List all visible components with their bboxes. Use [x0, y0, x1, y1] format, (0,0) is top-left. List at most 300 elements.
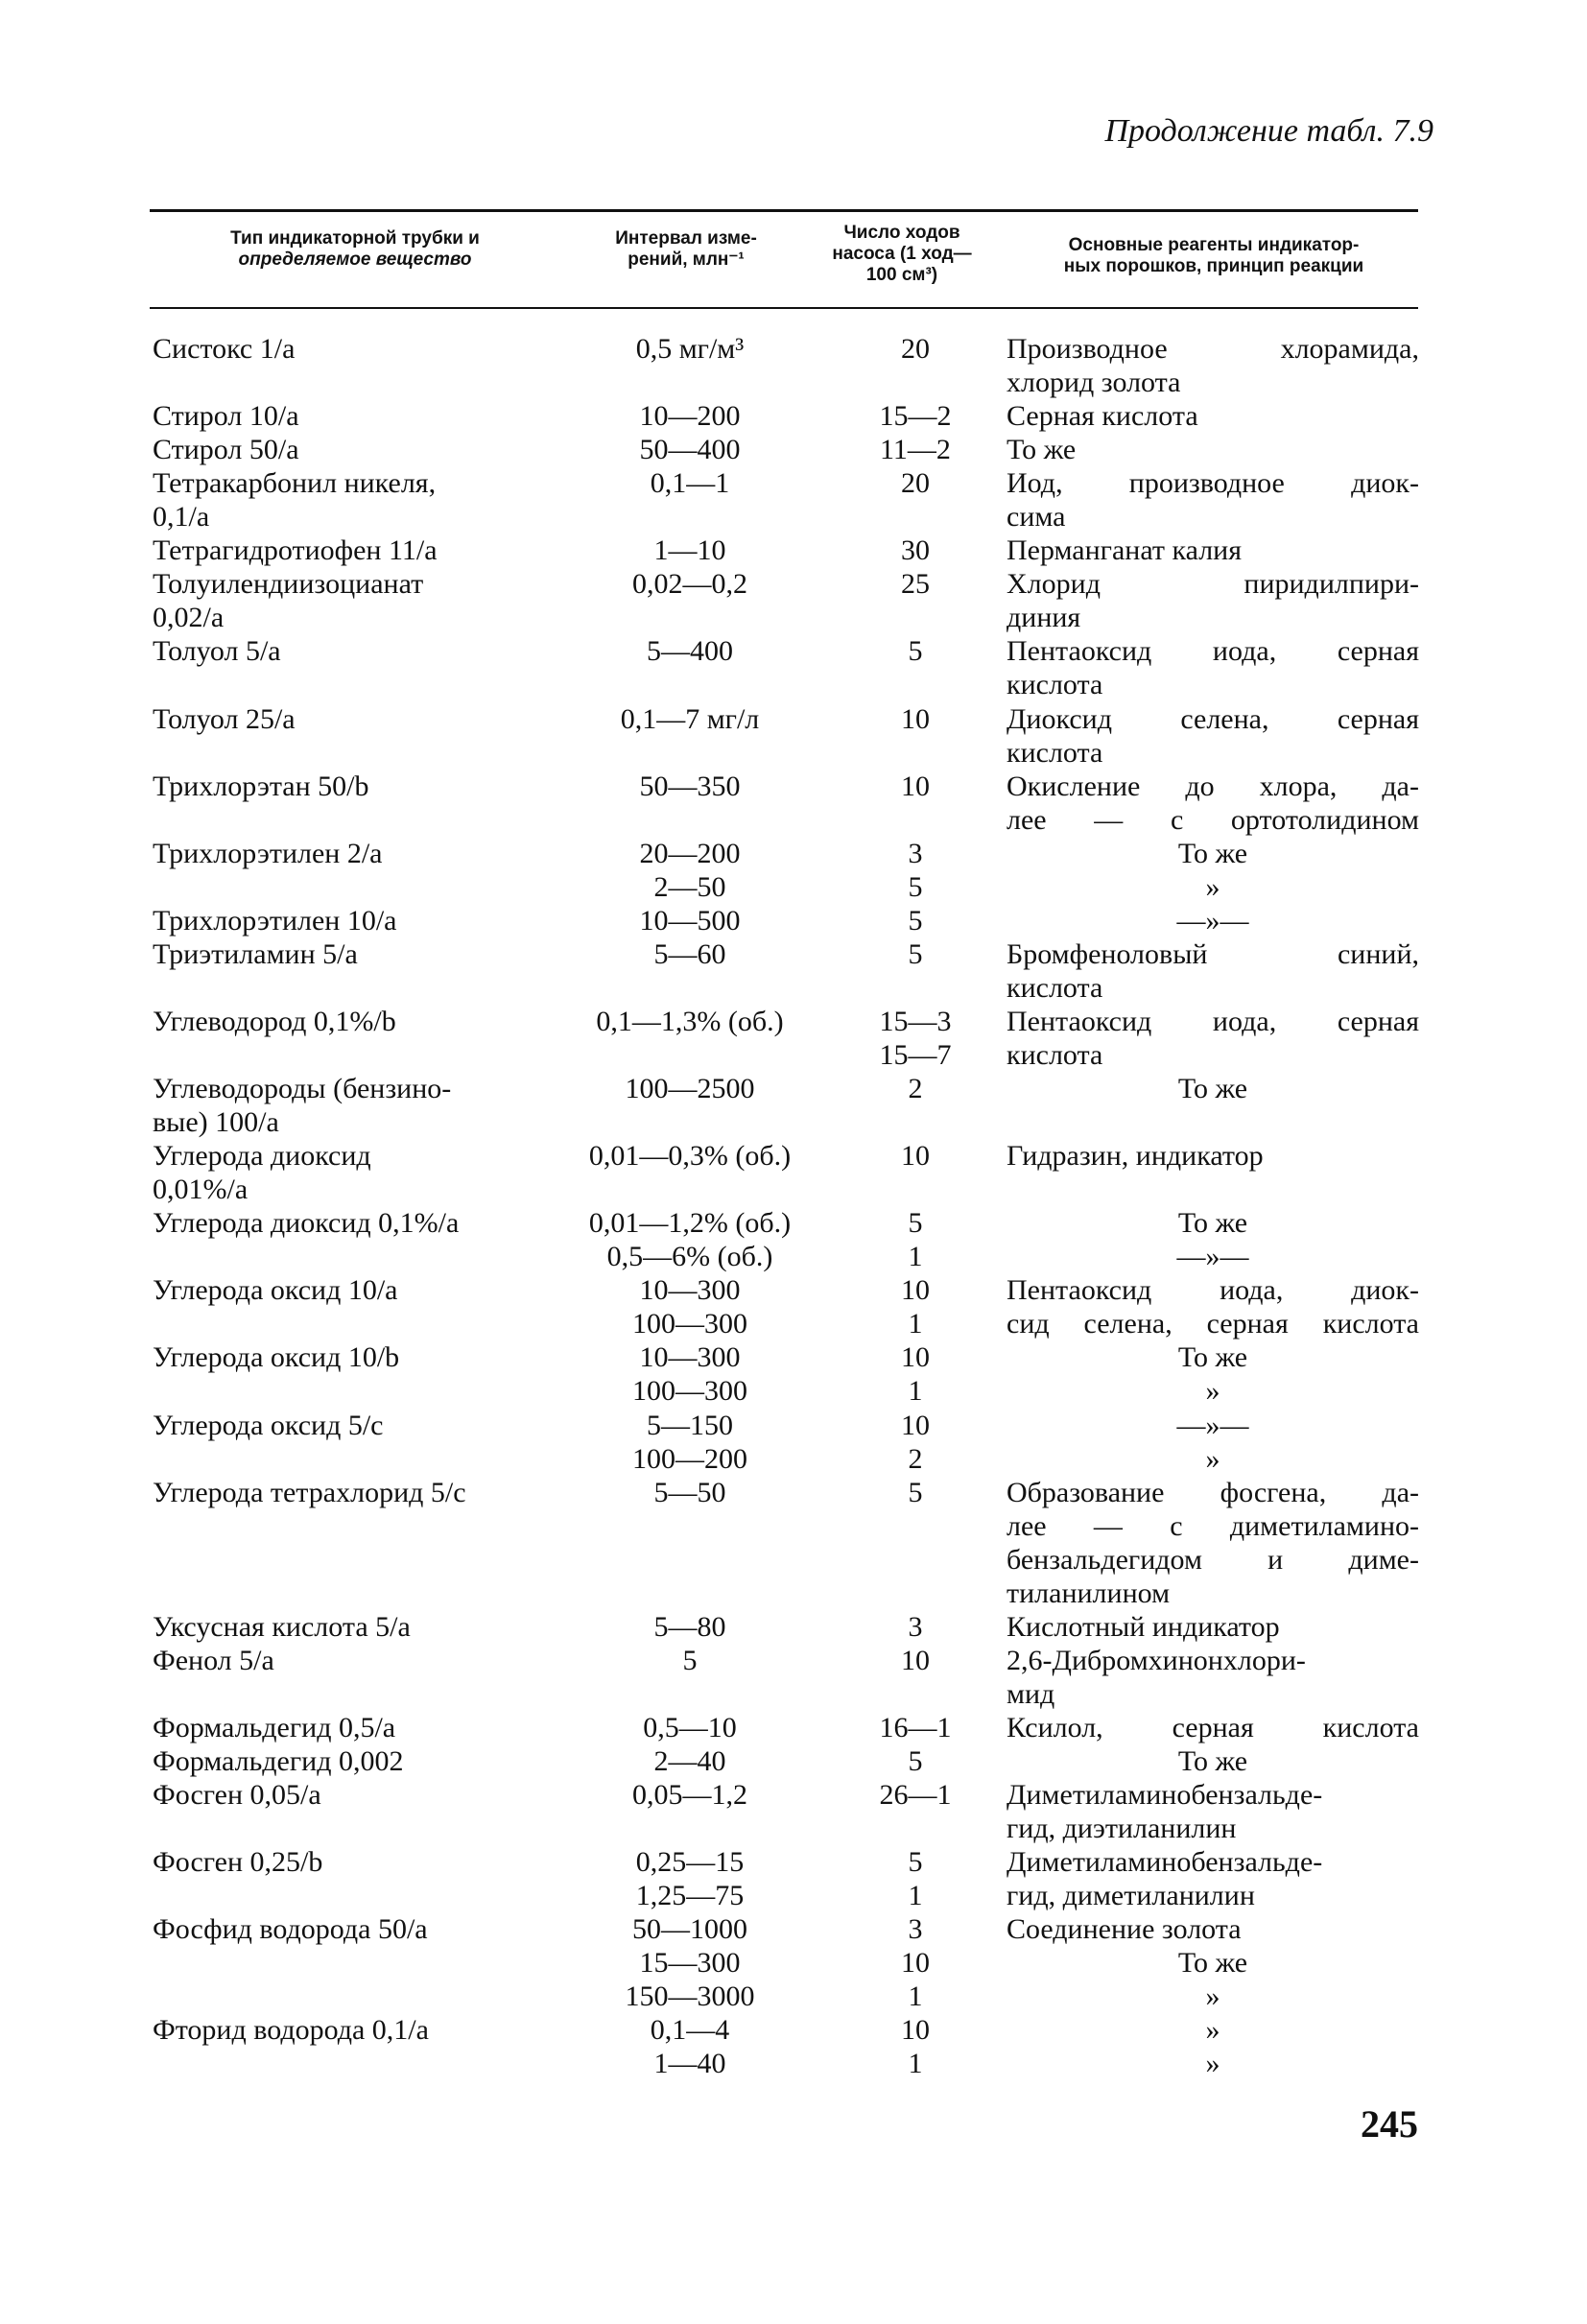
cell-line: 15—300 [639, 1947, 741, 1980]
table-row [153, 1912, 1419, 2013]
cell-line: Окисление до хлора, да- [1007, 770, 1419, 802]
cell-line: лее — с ортотолидином [1007, 803, 1419, 836]
cell-line: 0,5—6% (об.) [606, 1241, 773, 1273]
reagent-cell [1007, 1845, 1419, 1912]
range-cell [556, 1644, 824, 1711]
table-row [153, 1072, 1419, 1139]
cell-line: Гидразин, индикатор [1007, 1140, 1264, 1173]
cell-line: 26—1 [879, 1779, 952, 1812]
cell-line: 2,6-Дибромхинонхлори- [1007, 1644, 1306, 1676]
strokes-cell [824, 634, 1007, 701]
header-line: Интервал изме- [615, 228, 757, 249]
cell-line: гид, диметиланилин [1007, 1880, 1255, 1912]
cell-line: Фенол 5/a [153, 1644, 274, 1676]
cell-line: Ксилол, серная кислота [1007, 1711, 1419, 1743]
cell-line: 15—3 [879, 1005, 952, 1037]
cell-line: 0,01—1,2% (об.) [588, 1207, 792, 1240]
range-cell [556, 1744, 824, 1778]
cell-line: » [1205, 1980, 1220, 2013]
cell-line: Триэтиламин 5/a [153, 937, 358, 970]
range-cell [556, 1912, 824, 2013]
continuation-caption: Продолжение табл. 7.9 [1104, 113, 1433, 149]
cell-line: Углерода тетрахлорид 5/c [153, 1476, 466, 1508]
cell-line: Формальдегид 0,002 [153, 1744, 404, 1777]
strokes-cell [824, 1845, 1007, 1912]
cell-line: сима [1007, 501, 1066, 534]
range-cell [556, 332, 824, 399]
header-line: 100 см³) [865, 265, 938, 285]
reagent-cell [1007, 1711, 1419, 1744]
cell-line: вые) 100/a [153, 1106, 279, 1139]
table-row [153, 904, 1419, 937]
range-cell [556, 1139, 824, 1206]
reagent-cell [1007, 1206, 1419, 1273]
cell-line: 150—3000 [625, 1980, 755, 2013]
strokes-cell [824, 433, 1007, 466]
cell-line: 100—200 [632, 1442, 747, 1475]
cell-line: Диоксид селена, серная [1007, 702, 1419, 735]
cell-line: То же [1007, 434, 1077, 466]
strokes-cell [824, 567, 1007, 634]
cell-line: кислота [1007, 736, 1103, 769]
range-cell [556, 1845, 824, 1912]
cell-line: 1 [908, 1880, 923, 1912]
range-cell [556, 770, 824, 837]
strokes-cell [824, 904, 1007, 937]
reagent-cell [1007, 1273, 1419, 1340]
cell-line: Тетрагидротиофен 11/a [153, 534, 438, 567]
cell-line: Трихлорэтилен 2/a [153, 837, 383, 869]
cell-line: 25 [901, 568, 930, 601]
cell-line: 0,25—15 [635, 1846, 745, 1879]
reagent-cell [1007, 1778, 1419, 1845]
cell-line: диния [1007, 602, 1081, 634]
strokes-cell [824, 332, 1007, 399]
tube-name-cell [153, 1476, 556, 1610]
cell-line: Толуилендиизоцианат [153, 568, 424, 601]
cell-line: 50—400 [639, 434, 741, 466]
reagent-cell [1007, 702, 1419, 770]
cell-line: Пентаоксид иода, серная [1007, 1005, 1419, 1037]
strokes-cell [824, 1610, 1007, 1644]
page-number: 245 [1361, 2102, 1418, 2146]
cell-line: 0,1—1 [650, 467, 730, 500]
tube-name-cell [153, 1072, 556, 1139]
cell-line: 100—2500 [625, 1073, 755, 1105]
cell-line: Производное хлорамида, [1007, 333, 1419, 365]
tube-name-cell [153, 1644, 556, 1711]
strokes-cell [824, 1476, 1007, 1610]
strokes-cell [824, 1072, 1007, 1139]
reagent-cell [1007, 1644, 1419, 1711]
cell-line: Пентаоксид иода, диок- [1007, 1274, 1419, 1307]
tube-name-cell [153, 1409, 556, 1476]
cell-line: Трихлорэтилен 10/a [153, 904, 397, 937]
cell-line: 20 [901, 467, 930, 500]
cell-line: 0,1—7 мг/л [620, 702, 760, 735]
range-cell [556, 1409, 824, 1476]
table-row [153, 1476, 1419, 1610]
cell-line: 5—60 [653, 937, 726, 970]
cell-line: 0,05—1,2 [632, 1779, 747, 1812]
cell-line: Перманганат калия [1007, 534, 1243, 567]
cell-line: 0,02/a [153, 602, 225, 634]
range-cell [556, 1476, 824, 1610]
cell-line: кислота [1007, 669, 1103, 701]
cell-line: » [1205, 2014, 1220, 2047]
table-row [153, 1340, 1419, 1408]
header-line: ных порошков, принцип реакции [1063, 256, 1364, 276]
tube-name-cell [153, 567, 556, 634]
strokes-cell [824, 1644, 1007, 1711]
range-cell [556, 534, 824, 567]
table-row [153, 332, 1419, 399]
cell-line: 5 [908, 1846, 923, 1879]
cell-line: 50—1000 [632, 1913, 747, 1946]
cell-line: кислота [1007, 1038, 1103, 1071]
cell-line: Иод, производное диок- [1007, 467, 1419, 500]
reagent-cell [1007, 837, 1419, 904]
header-col-range [571, 228, 801, 271]
cell-line: Стирол 50/a [153, 434, 299, 466]
table-row [153, 1845, 1419, 1912]
cell-line: Бромфеноловый синий, [1007, 937, 1419, 970]
tube-name-cell [153, 1610, 556, 1644]
table-row [153, 567, 1419, 634]
cell-line: 5 [682, 1644, 698, 1676]
cell-line: 5 [908, 937, 923, 970]
cell-line: 10 [901, 1947, 930, 1980]
cell-line: кислота [1007, 971, 1103, 1004]
cell-line: » [1205, 1442, 1220, 1475]
cell-line: 10 [901, 2014, 930, 2047]
table-row [153, 837, 1419, 904]
range-cell [556, 399, 824, 433]
table-row [153, 1744, 1419, 1778]
reagent-cell [1007, 1005, 1419, 1072]
range-cell [556, 634, 824, 701]
cell-line: 0,1—4 [650, 2014, 730, 2047]
reagent-cell [1007, 1610, 1419, 1644]
range-cell [556, 702, 824, 770]
tube-name-cell [153, 534, 556, 567]
tube-name-cell [153, 1206, 556, 1273]
strokes-cell [824, 1273, 1007, 1340]
tube-name-cell [153, 1273, 556, 1340]
cell-line: То же [1177, 1207, 1248, 1240]
tube-name-cell [153, 937, 556, 1005]
strokes-cell [824, 937, 1007, 1005]
cell-line: 100—300 [632, 1375, 747, 1408]
cell-line: 100—300 [632, 1308, 747, 1340]
cell-line: 0,5—10 [643, 1711, 737, 1743]
cell-line: Серная кислота [1007, 400, 1198, 433]
cell-line: Фосген 0,25/b [153, 1846, 323, 1879]
header-line: определяемое вещество [238, 249, 472, 270]
cell-line: То же [1177, 1073, 1248, 1105]
reagent-cell [1007, 399, 1419, 433]
header-line: Тип индикаторной трубки и [230, 228, 480, 249]
strokes-cell [824, 1409, 1007, 1476]
cell-line: Трихлорэтан 50/b [153, 770, 369, 802]
range-cell [556, 1610, 824, 1644]
strokes-cell [824, 1912, 1007, 2013]
cell-line: 11—2 [880, 434, 951, 466]
cell-line: Толуол 5/a [153, 635, 281, 668]
table-row [153, 399, 1419, 433]
header-line: Число ходов [843, 223, 960, 243]
cell-line: » [1205, 2048, 1220, 2080]
table-row [153, 2013, 1419, 2080]
cell-line: 5 [908, 1207, 923, 1240]
cell-line: 1 [908, 2048, 923, 2080]
reagent-cell [1007, 1476, 1419, 1610]
cell-line: Толуол 25/a [153, 702, 296, 735]
cell-line: 5 [908, 635, 923, 668]
cell-line: Фосфид водорода 50/a [153, 1913, 428, 1946]
cell-line: Диметиламинобензальде- [1007, 1846, 1323, 1879]
cell-line: То же [1177, 837, 1248, 869]
tube-name-cell [153, 1005, 556, 1072]
range-cell [556, 1072, 824, 1139]
strokes-cell [824, 702, 1007, 770]
table-row [153, 770, 1419, 837]
reagent-cell [1007, 1744, 1419, 1778]
table-row [153, 634, 1419, 701]
cell-line: 2—50 [653, 870, 726, 903]
cell-line: бензальдегидом и диме- [1007, 1543, 1419, 1576]
cell-line: 10 [901, 1140, 930, 1173]
tube-name-cell [153, 2013, 556, 2080]
cell-line: 0,1—1,3% (об.) [596, 1005, 784, 1037]
range-cell [556, 466, 824, 534]
header-rule [150, 307, 1418, 309]
cell-line: Фосген 0,05/a [153, 1779, 321, 1812]
range-cell [556, 904, 824, 937]
cell-line: 3 [908, 837, 923, 869]
cell-line: 1,25—75 [635, 1880, 745, 1912]
cell-line: —»— [1176, 1241, 1249, 1273]
cell-line: 10 [901, 1409, 930, 1441]
strokes-cell [824, 1744, 1007, 1778]
range-cell [556, 837, 824, 904]
cell-line: 20 [901, 333, 930, 365]
cell-line: 10 [901, 1274, 930, 1307]
reagent-cell [1007, 332, 1419, 399]
table-row [153, 534, 1419, 567]
range-cell [556, 1711, 824, 1744]
table-row [153, 1778, 1419, 1845]
cell-line: 10—300 [639, 1341, 741, 1374]
cell-line: 2 [908, 1442, 923, 1475]
cell-line: 15—2 [879, 400, 952, 433]
strokes-cell [824, 399, 1007, 433]
cell-line: 1 [908, 1241, 923, 1273]
cell-line: 3 [908, 1610, 923, 1643]
cell-line: Тетракарбонил никеля, [153, 467, 437, 500]
range-cell [556, 2013, 824, 2080]
cell-line: 1 [908, 1308, 923, 1340]
cell-line: Хлорид пиридилпири- [1007, 568, 1419, 601]
tube-name-cell [153, 1912, 556, 2013]
cell-line: Углерода оксид 10/b [153, 1341, 400, 1374]
cell-line: —»— [1176, 1409, 1249, 1441]
cell-line: —»— [1176, 904, 1249, 937]
reagent-cell [1007, 904, 1419, 937]
cell-line: 0,02—0,2 [632, 568, 747, 601]
tube-name-cell [153, 634, 556, 701]
header-col-type [163, 228, 547, 271]
tube-name-cell [153, 1139, 556, 1206]
cell-line: 1—40 [653, 2048, 726, 2080]
cell-line: 5 [908, 1476, 923, 1508]
cell-line: То же [1177, 1341, 1248, 1374]
tube-name-cell [153, 466, 556, 534]
cell-line: То же [1177, 1947, 1248, 1980]
cell-line: 5—400 [647, 635, 733, 668]
reagent-cell [1007, 567, 1419, 634]
cell-line: Формальдегид 0,5/a [153, 1711, 396, 1743]
table-row [153, 702, 1419, 770]
cell-line: 15—7 [879, 1038, 952, 1071]
reagent-cell [1007, 2013, 1419, 2080]
cell-line: 5—150 [647, 1409, 733, 1441]
range-cell [556, 1273, 824, 1340]
cell-line: 5 [908, 904, 923, 937]
cell-line: Стирол 10/a [153, 400, 299, 433]
cell-line: 2—40 [653, 1744, 726, 1777]
table-row [153, 1005, 1419, 1072]
reagent-cell [1007, 1340, 1419, 1408]
cell-line: 5—80 [653, 1610, 726, 1643]
table-row [153, 1610, 1419, 1644]
cell-line: 10—300 [639, 1274, 741, 1307]
range-cell [556, 567, 824, 634]
cell-line: Углеводород 0,1%/b [153, 1005, 396, 1037]
cell-line: 16—1 [879, 1711, 952, 1743]
cell-line: Систокс 1/a [153, 333, 296, 365]
header-line: насоса (1 ход— [832, 244, 972, 264]
strokes-cell [824, 534, 1007, 567]
cell-line: 0,01%/a [153, 1174, 249, 1206]
tube-name-cell [153, 904, 556, 937]
cell-line: 5—50 [653, 1476, 726, 1508]
tube-name-cell [153, 1845, 556, 1912]
reagent-cell [1007, 634, 1419, 701]
cell-line: 10—500 [639, 904, 741, 937]
strokes-cell [824, 1139, 1007, 1206]
cell-line: » [1205, 870, 1220, 903]
cell-line: 5 [908, 1744, 923, 1777]
top-rule [150, 209, 1418, 212]
header-col-strokes [806, 223, 998, 286]
tube-name-cell [153, 770, 556, 837]
table-row [153, 1711, 1419, 1744]
table-row [153, 1206, 1419, 1273]
tube-name-cell [153, 1711, 556, 1744]
cell-line: 10 [901, 1341, 930, 1374]
table-row [153, 1409, 1419, 1476]
reagent-cell [1007, 466, 1419, 534]
cell-line: Углеводороды (бензино- [153, 1073, 452, 1105]
cell-line: 3 [908, 1913, 923, 1946]
cell-line: 2 [908, 1073, 923, 1105]
range-cell [556, 433, 824, 466]
data-table [153, 332, 1419, 2080]
cell-line: Углерода оксид 10/a [153, 1274, 398, 1307]
tube-name-cell [153, 332, 556, 399]
cell-line: Пентаоксид иода, серная [1007, 635, 1419, 668]
table-row [153, 1644, 1419, 1711]
cell-line: Кислотный индикатор [1007, 1610, 1280, 1643]
cell-line: 0,01—0,3% (об.) [588, 1140, 792, 1173]
reagent-cell [1007, 1072, 1419, 1139]
cell-line: гид, диэтиланилин [1007, 1813, 1237, 1845]
strokes-cell [824, 770, 1007, 837]
cell-line: тиланилином [1007, 1577, 1171, 1609]
cell-line: 10 [901, 702, 930, 735]
strokes-cell [824, 2013, 1007, 2080]
cell-line: 1—10 [653, 534, 726, 567]
reagent-cell [1007, 433, 1419, 466]
cell-line: То же [1177, 1744, 1248, 1777]
cell-line: 5 [908, 870, 923, 903]
strokes-cell [824, 1711, 1007, 1744]
strokes-cell [824, 466, 1007, 534]
tube-name-cell [153, 399, 556, 433]
table-row [153, 466, 1419, 534]
cell-line: Фторид водорода 0,1/a [153, 2014, 429, 2047]
table-row [153, 1273, 1419, 1340]
header-line: Основные реагенты индикатор- [1068, 235, 1360, 255]
cell-line: лее — с диметиламино- [1007, 1509, 1419, 1542]
strokes-cell [824, 1340, 1007, 1408]
range-cell [556, 1778, 824, 1845]
cell-line: 1 [908, 1980, 923, 2013]
reagent-cell [1007, 937, 1419, 1005]
cell-line: Соединение золота [1007, 1913, 1242, 1946]
cell-line: Углерода диоксид [153, 1140, 371, 1173]
cell-line: 30 [901, 534, 930, 567]
range-cell [556, 937, 824, 1005]
strokes-cell [824, 1778, 1007, 1845]
cell-line: 1 [908, 1375, 923, 1408]
cell-line: 0,5 мг/м³ [635, 333, 745, 365]
cell-line: 0,1/a [153, 501, 210, 534]
tube-name-cell [153, 1340, 556, 1408]
cell-line: хлорид золота [1007, 367, 1181, 399]
cell-line: » [1205, 1375, 1220, 1408]
tube-name-cell [153, 433, 556, 466]
reagent-cell [1007, 1912, 1419, 2013]
reagent-cell [1007, 534, 1419, 567]
header-line: рений, млн⁻¹ [628, 249, 745, 270]
cell-line: Диметиламинобензальде- [1007, 1779, 1323, 1812]
tube-name-cell [153, 702, 556, 770]
tube-name-cell [153, 1778, 556, 1845]
cell-line: 10—200 [639, 400, 741, 433]
cell-line: Углерода диоксид 0,1%/a [153, 1207, 460, 1240]
range-cell [556, 1005, 824, 1072]
cell-line: сид селена, серная кислота [1007, 1308, 1419, 1340]
table-row [153, 433, 1419, 466]
reagent-cell [1007, 1139, 1419, 1206]
tube-name-cell [153, 1744, 556, 1778]
cell-line: 50—350 [639, 770, 741, 802]
strokes-cell [824, 1206, 1007, 1273]
header-col-reagents [1007, 235, 1420, 277]
reagent-cell [1007, 770, 1419, 837]
